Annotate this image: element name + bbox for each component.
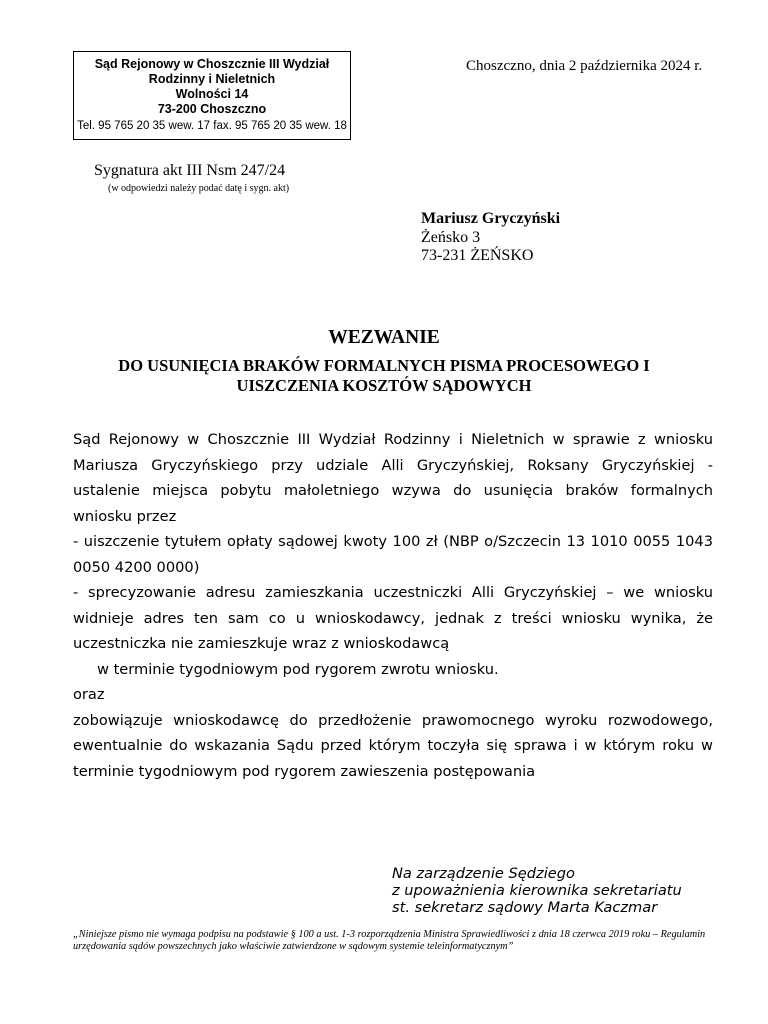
subtitle-line1: DO USUNIĘCIA BRAKÓW FORMALNYCH PISMA PROCESOWEGO I	[118, 356, 650, 375]
court-phone-fax: Tel. 95 765 20 35 wew. 17 fax. 95 765 20 35 wew. 18	[77, 120, 347, 132]
document-body	[73, 427, 713, 784]
addressee-street: Żeńsko 3	[421, 228, 481, 246]
document-title: WEZWANIE	[328, 327, 440, 348]
addressee-block	[421, 210, 560, 266]
case-signature: Sygnatura akt III Nsm 247/24	[94, 162, 286, 179]
signature-line2: z upoważnienia kierownika sekretariatu	[392, 882, 682, 899]
court-name-line2: Rodzinny i Nieletnich	[148, 72, 276, 86]
court-postal-city: 73-200 Choszczno	[157, 102, 267, 116]
footnote: „Niniejsze pismo nie wymaga podpisu na podstawie § 100 a ust. 1-3 rozporządzenia Ministra Sprawiedliwości z dnia 18 czerwca 2019 roku – Regulamin urzędowania sądów powszechnych jako właściwie zatwierdzone w sądowym systemie teleinformatycznym”	[73, 929, 706, 952]
body-paragraph-oraz: oraz	[73, 686, 105, 703]
court-header-box	[73, 51, 351, 140]
case-signature-note: (w odpowiedzi należy podać datę i sygn. akt)	[108, 183, 290, 194]
document-date: Choszczno, dnia 2 października 2024 r.	[466, 58, 703, 74]
court-street: Wolności 14	[175, 87, 249, 101]
addressee-name: Mariusz Gryczyński	[421, 210, 561, 227]
signature-block	[392, 865, 682, 916]
body-paragraph-obligation: zobowiązuje wnioskodawcę do przedłożenie prawomocnego wyroku rozwodowego, ewentualnie do wskazania Sądu przed którym toczyła się sprawa i w którym roku w terminie tygodniowym pod rygorem zawieszenia postępowania	[73, 711, 713, 780]
signature-line1: Na zarządzenie Sędziego	[392, 865, 575, 882]
addressee-city: 73-231 ŻEŃSKO	[421, 247, 534, 264]
signature-line3: st. sekretarz sądowy Marta Kaczmar	[392, 899, 658, 916]
subtitle-line2: UISZCZENIA KOSZTÓW SĄDOWYCH	[236, 376, 532, 395]
body-paragraph-fee: - uiszczenie tytułem opłaty sądowej kwoty 100 zł (NBP o/Szczecin 13 1010 0055 1043 0050 4200 0000)	[73, 533, 713, 576]
document-subtitle	[0, 356, 768, 396]
body-paragraph-intro: Sąd Rejonowy w Choszcznie III Wydział Rodzinny i Nieletnich w sprawie z wniosku Mariusza Gryczyńskiego przy udziale Alli Gryczyńskiej, Roksany Gryczyńskiej - ustalenie miejsca pobytu małoletniego wzywa do usunięcia braków formalnych wniosku przez	[73, 431, 713, 525]
court-name-line1: Sąd Rejonowy w Choszcznie III Wydział	[94, 57, 330, 71]
body-paragraph-address: - sprecyzowanie adresu zamieszkania uczestniczki Alli Gryczyńskiej – we wniosku widnieje adres ten sam co u wnioskodawcy, jednak z treści wniosku wynika, że uczestniczka nie zamieszkuje wraz z wnioskodawcą	[73, 584, 713, 652]
body-paragraph-deadline: w terminie tygodniowym pod rygorem zwrotu wniosku.	[97, 660, 499, 678]
